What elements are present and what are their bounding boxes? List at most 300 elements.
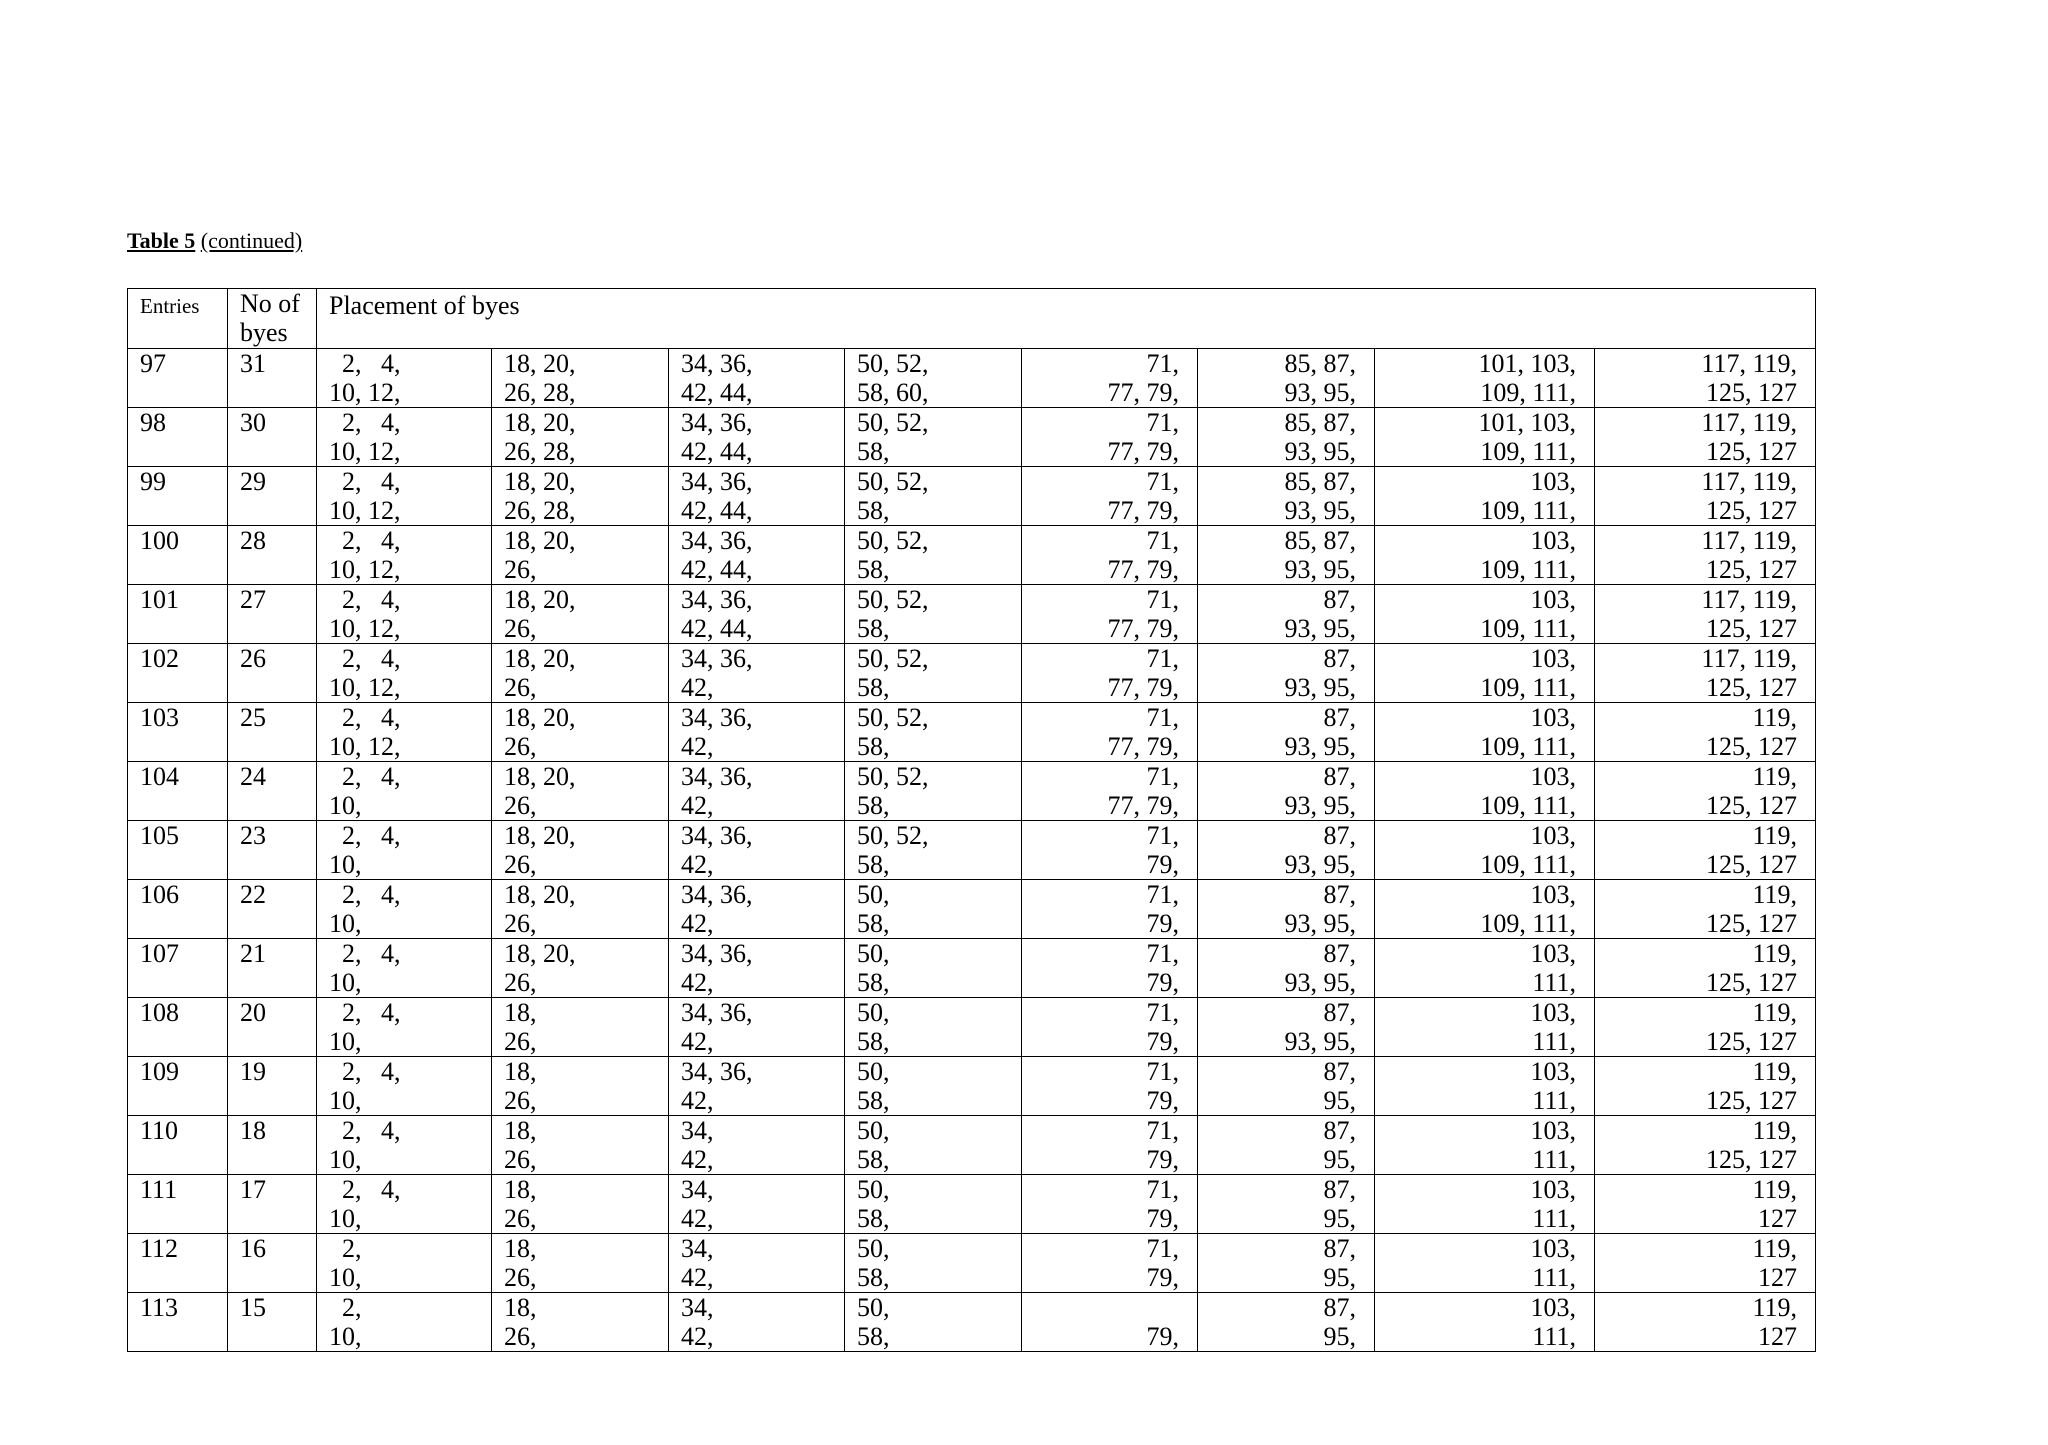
placement-line: 26, (504, 791, 537, 820)
placement-line: 103, (1530, 467, 1576, 496)
placement-cell (845, 1057, 1022, 1116)
no-of-byes-cell: 16 (228, 1234, 317, 1293)
placement-line: 34, 36, (681, 762, 753, 791)
placement-line: 95, (1323, 1204, 1356, 1233)
placement-cell (669, 526, 845, 585)
placement-cell (1022, 998, 1198, 1057)
table-row (128, 644, 1816, 703)
placement-line: 10, 12, (329, 378, 401, 407)
placement-line: 109, 111, (1480, 437, 1576, 466)
table-row (128, 1293, 1816, 1352)
placement-line: 103, (1530, 821, 1576, 850)
placement-line: 71, (1146, 703, 1179, 732)
placement-cell (1595, 644, 1816, 703)
no-of-byes-cell: 17 (228, 1175, 317, 1234)
placement-cell (845, 585, 1022, 644)
placement-line: 2, 4, (329, 467, 401, 496)
placement-line: 26, (504, 555, 537, 584)
placement-line: 18, 20, (504, 762, 576, 791)
placement-line: 34, (681, 1175, 714, 1204)
table-caption-suffix: (continued) (200, 228, 303, 253)
placement-cell (1375, 585, 1595, 644)
placement-line: 42, (681, 1263, 714, 1292)
placement-cell (1595, 1234, 1816, 1293)
placement-line: 77, 79, (1107, 732, 1179, 761)
placement-line: 119, (1752, 1175, 1797, 1204)
placement-cell (317, 585, 492, 644)
placement-line: 18, (504, 1293, 537, 1322)
placement-cell (1022, 644, 1198, 703)
placement-cell (1198, 703, 1375, 762)
placement-line: 42, (681, 791, 714, 820)
placement-line: 42, (681, 1086, 714, 1115)
placement-cell (669, 1293, 845, 1352)
placement-line: 42, (681, 968, 714, 997)
placement-cell (1595, 821, 1816, 880)
placement-cell (317, 349, 492, 408)
placement-line: 58, (857, 968, 890, 997)
placement-cell (669, 585, 845, 644)
placement-line: 119, (1752, 1234, 1797, 1263)
placement-cell (1595, 762, 1816, 821)
placement-line: 10, (329, 1204, 362, 1233)
placement-line: 34, 36, (681, 821, 753, 850)
header-no-of-byes-line1: No of (240, 289, 300, 318)
placement-cell (845, 1234, 1022, 1293)
placement-line: 34, 36, (681, 526, 753, 555)
placement-cell (1375, 880, 1595, 939)
placement-line: 87, (1323, 998, 1356, 1027)
placement-line: 93, 95, (1284, 968, 1356, 997)
placement-line: 50, (857, 1116, 890, 1145)
placement-line: 125, 127 (1706, 1145, 1797, 1174)
placement-line: 18, (504, 1175, 537, 1204)
placement-line: 42, (681, 673, 714, 702)
placement-cell (1198, 762, 1375, 821)
table-row (128, 408, 1816, 467)
placement-line: 79, (1146, 1027, 1179, 1056)
header-no-of-byes (228, 289, 317, 349)
placement-line: 18, 20, (504, 821, 576, 850)
placement-line: 103, (1530, 1057, 1576, 1086)
placement-cell (1595, 408, 1816, 467)
placement-line: 77, 79, (1107, 791, 1179, 820)
placement-line: 87, (1323, 1293, 1356, 1322)
placement-line: 125, 127 (1706, 378, 1797, 407)
placement-line: 71, (1146, 408, 1179, 437)
no-of-byes-cell: 29 (228, 467, 317, 526)
placement-cell (492, 1116, 669, 1175)
placement-line: 50, (857, 1293, 890, 1322)
placement-line: 42, 44, (681, 496, 753, 525)
table-row (128, 880, 1816, 939)
placement-cell (1022, 1234, 1198, 1293)
placement-line: 58, (857, 1145, 890, 1174)
placement-line: 50, 52, (857, 585, 929, 614)
placement-line: 95, (1323, 1322, 1356, 1351)
placement-line: 26, 28, (504, 437, 576, 466)
placement-line: 18, (504, 1116, 537, 1145)
placement-line: 87, (1323, 880, 1356, 909)
placement-cell (317, 467, 492, 526)
placement-cell (1595, 1116, 1816, 1175)
placement-cell (1595, 526, 1816, 585)
placement-line: 2, 4, (329, 703, 401, 732)
placement-cell (1375, 349, 1595, 408)
placement-line: 87, (1323, 1057, 1356, 1086)
placement-line: 58, (857, 496, 890, 525)
placement-cell (1375, 939, 1595, 998)
placement-cell (492, 1057, 669, 1116)
placement-line: 87, (1323, 703, 1356, 732)
placement-line: 93, 95, (1284, 791, 1356, 820)
placement-line: 34, (681, 1116, 714, 1145)
placement-cell (669, 644, 845, 703)
placement-line: 58, 60, (857, 378, 929, 407)
entries-cell: 99 (128, 467, 228, 526)
placement-line: 2, 4, (329, 349, 401, 378)
placement-line: 42, 44, (681, 614, 753, 643)
placement-line: 109, 111, (1480, 909, 1576, 938)
placement-line: 117, 119, (1701, 408, 1797, 437)
placement-cell (492, 526, 669, 585)
placement-line: 111, (1532, 1204, 1576, 1233)
placement-cell (1595, 1175, 1816, 1234)
placement-line: 77, 79, (1107, 496, 1179, 525)
placement-cell (1375, 703, 1595, 762)
placement-line: 58, (857, 732, 890, 761)
placement-cell (1022, 939, 1198, 998)
placement-line: 103, (1530, 762, 1576, 791)
table-row (128, 1116, 1816, 1175)
header-no-of-byes-line2: byes (240, 318, 288, 347)
no-of-byes-cell: 21 (228, 939, 317, 998)
placement-line: 71, (1146, 349, 1179, 378)
placement-line: 117, 119, (1701, 349, 1797, 378)
placement-line: 79, (1146, 1322, 1179, 1351)
placement-cell (669, 1057, 845, 1116)
placement-line: 71, (1146, 1116, 1179, 1145)
table-row (128, 467, 1816, 526)
placement-line: 2, 4, (329, 762, 401, 791)
placement-line: 79, (1146, 1204, 1179, 1233)
placement-line: 95, (1323, 1145, 1356, 1174)
placement-line: 79, (1146, 968, 1179, 997)
placement-line: 58, (857, 1086, 890, 1115)
no-of-byes-cell: 15 (228, 1293, 317, 1352)
placement-cell (1198, 1293, 1375, 1352)
placement-line: 50, 52, (857, 408, 929, 437)
placement-cell (1198, 939, 1375, 998)
placement-line: 119, (1752, 821, 1797, 850)
placement-line: 125, 127 (1706, 437, 1797, 466)
table-row (128, 939, 1816, 998)
placement-cell (1375, 1293, 1595, 1352)
placement-line: 103, (1530, 880, 1576, 909)
no-of-byes-cell: 24 (228, 762, 317, 821)
placement-cell (1375, 526, 1595, 585)
placement-line: 2, 4, (329, 1175, 401, 1204)
placement-cell (1022, 526, 1198, 585)
placement-cell (492, 1175, 669, 1234)
placement-line: 93, 95, (1284, 1027, 1356, 1056)
placement-cell (1022, 1175, 1198, 1234)
placement-cell (1375, 762, 1595, 821)
placement-line: 58, (857, 1204, 890, 1233)
placement-cell (1198, 408, 1375, 467)
placement-line: 58, (857, 850, 890, 879)
placement-cell (492, 703, 669, 762)
placement-line: 103, (1530, 939, 1576, 968)
placement-line: 34, 36, (681, 998, 753, 1027)
placement-cell (845, 939, 1022, 998)
placement-line: 125, 127 (1706, 614, 1797, 643)
placement-line: 71, (1146, 1175, 1179, 1204)
placement-line: 10, (329, 1322, 362, 1351)
placement-line: 71, (1146, 998, 1179, 1027)
table-label: Table 5 (127, 228, 196, 253)
placement-line: 93, 95, (1284, 555, 1356, 584)
placement-cell (317, 939, 492, 998)
placement-cell (669, 762, 845, 821)
placement-line: 42, 44, (681, 437, 753, 466)
placement-line: 79, (1146, 909, 1179, 938)
placement-line: 34, 36, (681, 644, 753, 673)
placement-line: 50, 52, (857, 644, 929, 673)
placement-cell (1198, 467, 1375, 526)
placement-line: 127 (1758, 1204, 1797, 1233)
entries-cell: 112 (128, 1234, 228, 1293)
placement-line: 42, (681, 850, 714, 879)
placement-line: 77, 79, (1107, 555, 1179, 584)
entries-cell: 113 (128, 1293, 228, 1352)
placement-line: 85, 87, (1284, 408, 1356, 437)
placement-cell (669, 998, 845, 1057)
no-of-byes-cell: 22 (228, 880, 317, 939)
placement-line: 34, (681, 1293, 714, 1322)
no-of-byes-cell: 19 (228, 1057, 317, 1116)
entries-cell: 111 (128, 1175, 228, 1234)
placement-cell (492, 880, 669, 939)
table-row (128, 349, 1816, 408)
placement-cell (1375, 644, 1595, 703)
placement-cell (669, 703, 845, 762)
placement-line: 34, 36, (681, 880, 753, 909)
placement-line: 18, (504, 1057, 537, 1086)
placement-cell (1022, 1057, 1198, 1116)
placement-cell (1022, 585, 1198, 644)
placement-cell (1022, 821, 1198, 880)
placement-cell (492, 821, 669, 880)
placement-cell (317, 880, 492, 939)
placement-line: 50, 52, (857, 349, 929, 378)
placement-line: 103, (1530, 644, 1576, 673)
no-of-byes-cell: 30 (228, 408, 317, 467)
placement-line: 2, 4, (329, 644, 401, 673)
table-caption (127, 230, 302, 252)
placement-line: 125, 127 (1706, 791, 1797, 820)
placement-line: 26, (504, 1263, 537, 1292)
table-row (128, 821, 1816, 880)
placement-line: 50, (857, 1175, 890, 1204)
placement-line: 10, (329, 850, 362, 879)
placement-line: 34, 36, (681, 939, 753, 968)
placement-line: 93, 95, (1284, 614, 1356, 643)
placement-cell (1595, 703, 1816, 762)
placement-cell (669, 1175, 845, 1234)
placement-line: 109, 111, (1480, 673, 1576, 702)
entries-cell: 103 (128, 703, 228, 762)
placement-cell (1198, 644, 1375, 703)
placement-cell (317, 821, 492, 880)
placement-line: 103, (1530, 1116, 1576, 1145)
placement-cell (1022, 1116, 1198, 1175)
placement-line: 2, 4, (329, 939, 401, 968)
placement-cell (1022, 880, 1198, 939)
placement-line: 42, (681, 1145, 714, 1174)
placement-line: 87, (1323, 1175, 1356, 1204)
placement-line: 18, 20, (504, 467, 576, 496)
table-row (128, 703, 1816, 762)
placement-line: 34, 36, (681, 349, 753, 378)
placement-line: 71, (1146, 585, 1179, 614)
placement-line: 71, (1146, 939, 1179, 968)
entries-cell: 100 (128, 526, 228, 585)
placement-cell (1375, 1175, 1595, 1234)
placement-line: 10, 12, (329, 732, 401, 761)
placement-cell (669, 408, 845, 467)
placement-line: 34, 36, (681, 467, 753, 496)
placement-cell (1022, 703, 1198, 762)
placement-line: 103, (1530, 998, 1576, 1027)
placement-cell (845, 349, 1022, 408)
header-placement-of-byes: Placement of byes (317, 289, 1816, 349)
placement-line: 117, 119, (1701, 585, 1797, 614)
placement-line: 119, (1752, 762, 1797, 791)
placement-line: 119, (1752, 1057, 1797, 1086)
placement-line: 109, 111, (1480, 555, 1576, 584)
placement-cell (1022, 762, 1198, 821)
placement-cell (492, 998, 669, 1057)
placement-cell (1595, 1057, 1816, 1116)
placement-line: 85, 87, (1284, 526, 1356, 555)
placement-line: 2, 4, (329, 526, 401, 555)
no-of-byes-cell: 26 (228, 644, 317, 703)
placement-cell (1375, 998, 1595, 1057)
placement-line: 119, (1752, 1293, 1797, 1322)
placement-line: 2, 4, (329, 1116, 401, 1145)
placement-cell (492, 467, 669, 526)
placement-line: 71, (1146, 644, 1179, 673)
placement-cell (1198, 526, 1375, 585)
placement-line: 125, 127 (1706, 673, 1797, 702)
placement-line: 50, (857, 939, 890, 968)
placement-cell (492, 349, 669, 408)
header-row (128, 289, 1816, 349)
placement-cell (1198, 998, 1375, 1057)
placement-line: 87, (1323, 585, 1356, 614)
placement-line: 125, 127 (1706, 1086, 1797, 1115)
placement-line: 10, (329, 1263, 362, 1292)
placement-line: 109, 111, (1480, 496, 1576, 525)
placement-line: 42, (681, 909, 714, 938)
placement-cell (845, 880, 1022, 939)
placement-line: 18, 20, (504, 703, 576, 732)
placement-cell (845, 644, 1022, 703)
placement-cell (845, 1293, 1022, 1352)
placement-line: 10, 12, (329, 496, 401, 525)
placement-line: 2, 4, (329, 998, 401, 1027)
placement-line: 111, (1532, 1086, 1576, 1115)
placement-line: 26, 28, (504, 496, 576, 525)
placement-cell (317, 1057, 492, 1116)
placement-line: 10, (329, 1145, 362, 1174)
placement-cell (1375, 1234, 1595, 1293)
placement-line: 50, (857, 1057, 890, 1086)
placement-line: 79, (1146, 850, 1179, 879)
placement-cell (845, 821, 1022, 880)
placement-line: 127 (1758, 1322, 1797, 1351)
placement-line: 18, 20, (504, 349, 576, 378)
placement-line: 42, 44, (681, 555, 753, 584)
placement-line: 125, 127 (1706, 732, 1797, 761)
placement-line: 95, (1323, 1263, 1356, 1292)
table-row (128, 998, 1816, 1057)
entries-cell: 97 (128, 349, 228, 408)
placement-cell (669, 349, 845, 408)
placement-cell (669, 939, 845, 998)
placement-line: 103, (1530, 1293, 1576, 1322)
placement-line: 93, 95, (1284, 850, 1356, 879)
placement-line: 77, 79, (1107, 378, 1179, 407)
placement-line: 50, 52, (857, 467, 929, 496)
placement-cell (492, 1234, 669, 1293)
placement-line: 71, (1146, 880, 1179, 909)
placement-line: 87, (1323, 762, 1356, 791)
placement-cell (845, 526, 1022, 585)
placement-cell (1022, 1293, 1198, 1352)
placement-line: 119, (1752, 939, 1797, 968)
placement-cell (1375, 408, 1595, 467)
table-row (128, 1234, 1816, 1293)
placement-cell (317, 998, 492, 1057)
placement-cell (1198, 585, 1375, 644)
placement-cell (1198, 349, 1375, 408)
placement-line (1034, 1293, 1179, 1322)
table-row (128, 762, 1816, 821)
placement-line: 93, 95, (1284, 437, 1356, 466)
placement-cell (1375, 821, 1595, 880)
placement-line: 125, 127 (1706, 1027, 1797, 1056)
placement-line: 111, (1532, 1322, 1576, 1351)
placement-cell (1595, 467, 1816, 526)
placement-cell (492, 585, 669, 644)
placement-line: 42, (681, 1322, 714, 1351)
placement-cell (492, 644, 669, 703)
placement-line: 119, (1752, 880, 1797, 909)
placement-line: 2, (329, 1234, 362, 1263)
placement-line: 26, (504, 614, 537, 643)
placement-cell (1022, 349, 1198, 408)
placement-line: 103, (1530, 703, 1576, 732)
no-of-byes-cell: 18 (228, 1116, 317, 1175)
entries-cell: 102 (128, 644, 228, 703)
placement-cell (492, 939, 669, 998)
placement-cell (1022, 467, 1198, 526)
placement-line: 26, (504, 1204, 537, 1233)
placement-line: 18, 20, (504, 585, 576, 614)
placement-line: 18, (504, 1234, 537, 1263)
